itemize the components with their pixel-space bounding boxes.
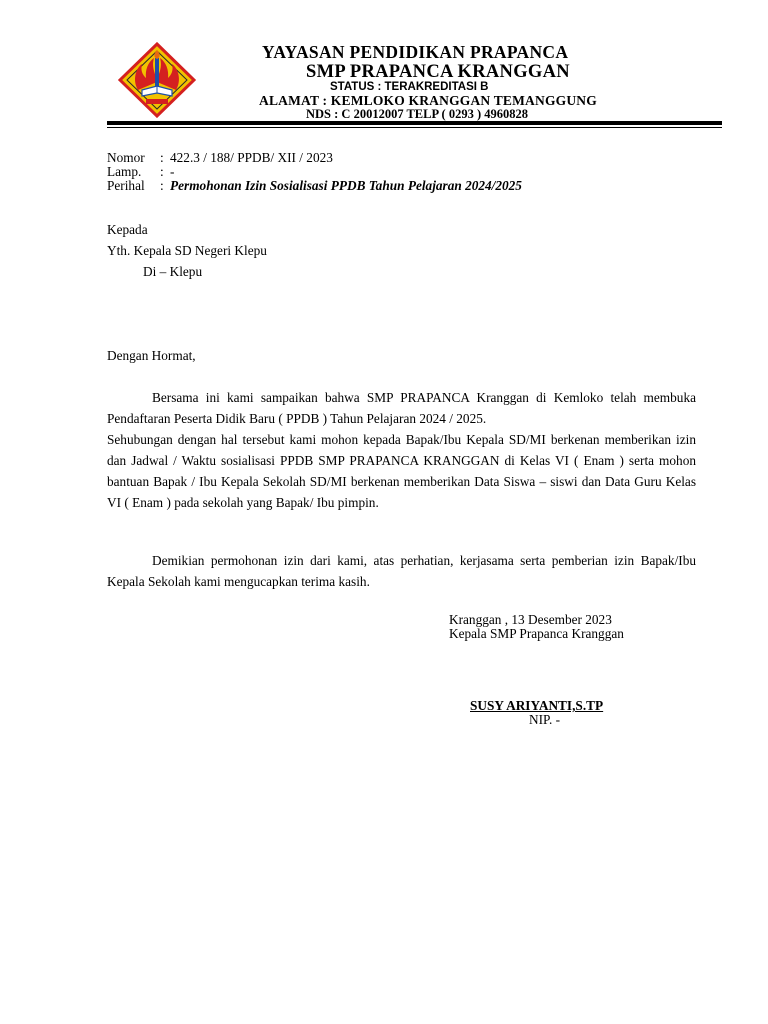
body-paragraph-request: Sehubungan dengan hal tersebut kami mohon kepada Bapak/Ibu Kepala SD/MI berkenan memberikan izin dan Jadwal / Waktu sosialisasi PPDB SMP PRAPANCA KRANGGAN di Kelas VI ( Enam ) serta mohon bantuan Bapak / Ibu Kepala Sekolah SD/MI berkenan memberikan Data Siswa – siswi dan Data Guru Kelas VI ( Enam ) pada sekolah yang Bapak/ Ibu pimpin. (107, 432, 696, 510)
perihal-separator: : (160, 178, 164, 193)
nomor-separator: : (160, 150, 164, 165)
school-address: ALAMAT : KEMLOKO KRANGGAN TEMANGGUNG (259, 93, 597, 108)
place-date: Kranggan , 13 Desember 2023 (449, 612, 612, 627)
lamp-label: Lamp. (107, 164, 142, 179)
body-paragraph-closing: Demikian permohonan izin dari kami, atas perhatian, kerjasama serta pemberian izin Bapak/Ibu Kepala Sekolah kami mengucapkan terima kasih. (107, 553, 696, 589)
letter-body (107, 387, 696, 513)
recipient-kepada: Kepada (107, 222, 148, 237)
signer-nip: NIP. - (529, 712, 561, 727)
recipient-yth: Yth. Kepala SD Negeri Klepu (107, 243, 267, 258)
school-nds-phone: NDS : C 20012007 TELP ( 0293 ) 4960828 (306, 107, 529, 121)
school-crest-icon (118, 42, 196, 118)
signer-position: Kepala SMP Prapanca Kranggan (449, 626, 624, 641)
letter-closing (107, 550, 696, 592)
foundation-name: YAYASAN PENDIDIKAN PRAPANCA (262, 42, 569, 62)
perihal-label: Perihal (107, 178, 145, 193)
recipient-location: Di – Klepu (143, 264, 203, 279)
lamp-value: - (170, 164, 175, 179)
perihal-value: Permohonan Izin Sosialisasi PPDB Tahun Pelajaran 2024/2025 (170, 178, 522, 193)
accreditation-status: STATUS : TERAKREDITASI B (330, 81, 489, 93)
signer-name: SUSY ARIYANTI,S.TP (470, 698, 604, 713)
lamp-separator: : (160, 164, 164, 179)
greeting: Dengan Hormat, (107, 348, 196, 363)
school-name: SMP PRAPANCA KRANGGAN (306, 62, 570, 82)
letterhead-rule-thick (107, 121, 722, 125)
nomor-value: 422.3 / 188/ PPDB/ XII / 2023 (170, 150, 333, 165)
nomor-label: Nomor (107, 150, 145, 165)
letterhead-rule-thin (107, 127, 722, 128)
body-paragraph-opening: Bersama ini kami sampaikan bahwa SMP PRAPANCA Kranggan di Kemloko telah membuka Pendaftaran Peserta Didik Baru ( PPDB ) Tahun Pelajaran 2024 / 2025. (107, 390, 696, 426)
